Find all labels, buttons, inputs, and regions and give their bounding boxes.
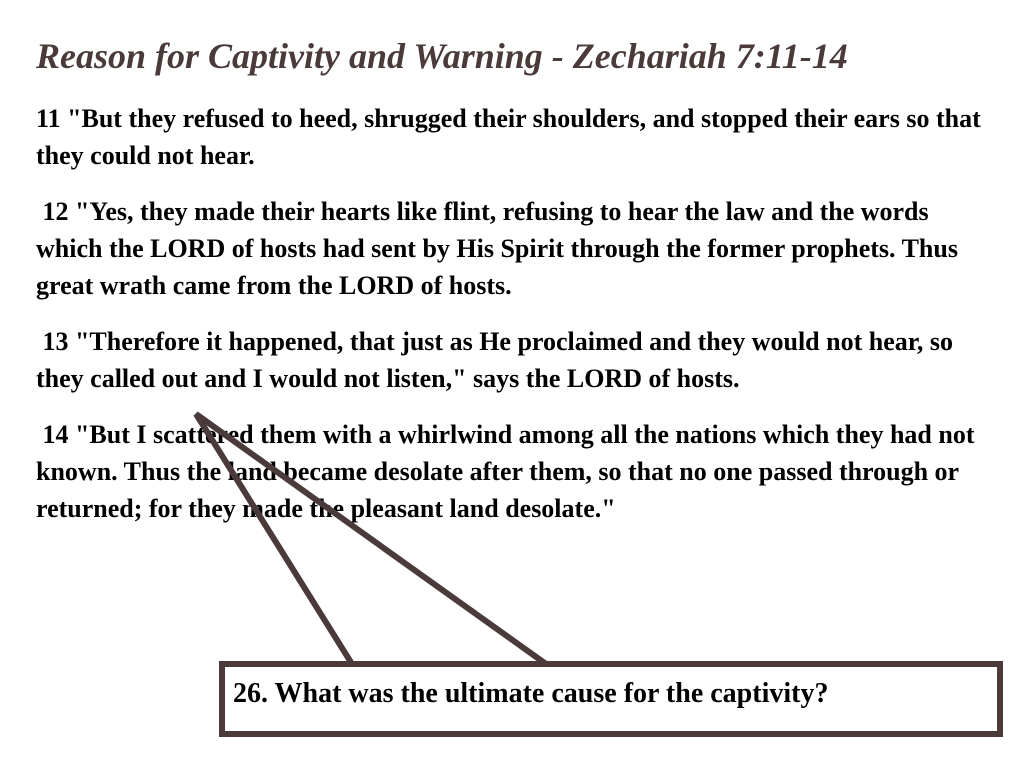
scripture-passage [36, 100, 996, 546]
verse-14: 14 "But I scattered them with a whirlwind among all the nations which they had not known. Thus the land became desolate after them, so that no one passed through or returned; for they made the pleasant land desolate." [36, 420, 981, 523]
callout-question: 26. What was the ultimate cause for the captivity? [233, 678, 829, 709]
verse-13: 13 "Therefore it happened, that just as He proclaimed and they would not hear, so they called out and I would not listen," says the LORD of hosts. [36, 327, 960, 393]
verse-11: 11 "But they refused to heed, shrugged their shoulders, and stopped their ears so that they could not hear. [36, 104, 988, 170]
verse-12: 12 "Yes, they made their hearts like flint, refusing to hear the law and the words which the LORD of hosts had sent by His Spirit through the former prophets. Thus great wrath came from the LORD of hosts. [36, 197, 965, 300]
slide-title: Reason for Captivity and Warning - Zechariah 7:11-14 [36, 36, 848, 76]
